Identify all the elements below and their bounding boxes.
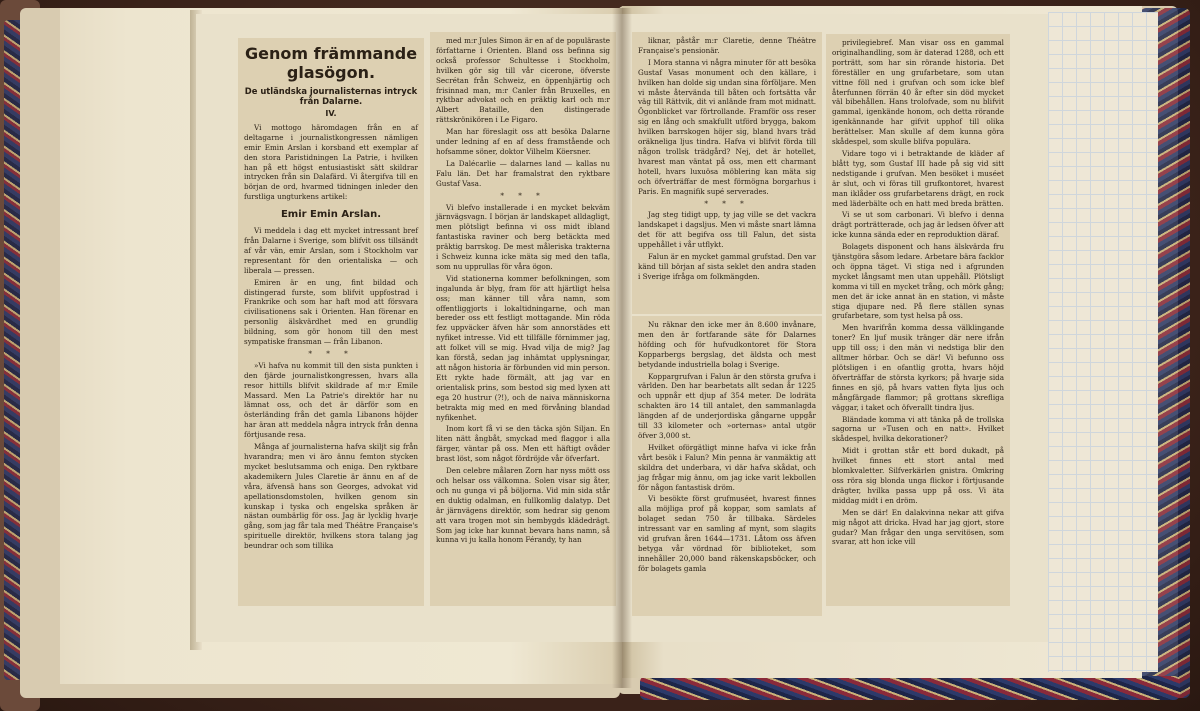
paragraph: Den celebre målaren Zorn har nyss mött oss och helsar oss välkomna. Solen visar sig åter, och nu gunga vi på böljorna. Vid min sida står en duktig odalman, en fullkomlig dalatyp. Det är järnvägens direktör, som hedrar sig genom att vara trogen mot sin hembygds klädedrägt. Som jag icke har kunnat bevara hans namn, så kunna vi ju kalla honom Férandy, ty han — [436, 466, 610, 545]
paragraph: Man har föreslagit oss att besöka Dalarne under ledning af en af dess framstående och hofsamme söner, doktor Vilhelm Köersner. — [436, 127, 610, 156]
article-headline: Genom främmande glasögon. — [244, 44, 418, 82]
paragraph: Bolagets disponent och hans älskvärda fru tjänstgöra såsom ledare. Arbetare bära facklor och öppna täget. Vi stiga ned i afgrunden mycket långsamt men utan uppehåll. Plötsligt komma vi till en mycket trång, och mörk gång; men det är icke annat än en station, vi måste stiga djupare ned. På flere ställen synas grufarbetare, som tyst helsa på oss. — [832, 242, 1004, 321]
paragraph: Koppargrufvan i Falun är den största grufva i världen. Den har bearbetats allt sedan år 1225 och uppnår ett djup af 354 meter. De lodräta schakten äro 14 till antalet, den sammanlagda längden af de underjordiska gångarne uppgår till 33 kilometer och »orternas» antal utgör öfver 3,000 st. — [638, 371, 816, 440]
intro-paragraph: Vi mottogo häromdagen från en af deltagarne i journalistkongressen nämligen emir Emin Arslan i korsband ett exemplar af den stora Paristidningen La Patrie, i hvilken han på ett högst entusiastiskt sätt skildrar intrycken från sin Dalafärd. Vi återgifva till en början de ord, hvarmed tidningen inleder den furstliga ungturkens artikel: — [244, 122, 418, 202]
paragraph: liknar, påstår m:r Claretie, denne Théâtre Française's pensionär. — [638, 36, 816, 55]
book-gutter — [612, 8, 632, 688]
section-divider-stars: * * * — [308, 348, 354, 358]
paragraph: Vi blefvo installerade i en mycket bekväm järnvägsvagn. I början är landskapet alldagligt, men plötsligt befinna vi oss midt ibland fantastiska raviner och berg betäckta med präktig barrskog. De mest måleriska trakterna i Schweiz kunna icke mäta sig med den tafla, som nu upprullas för våra ögon. — [436, 202, 610, 271]
paragraph: Vi besökte först grufmuséet, hvarest finnes alla möjliga prof på koppar, som samlats af bolaget sedan 750 år tillbaka. Särdeles intressant var en samling af mynt, som slagits vid grufvan åren 1644—1731. Låtom oss äfven betyga vår vördnad för biblioteket, som innehåller 20,000 band räkenskapsböcker, och för bolagets gamla — [638, 494, 816, 573]
paragraph: Inom kort få vi se den täcka sjön Siljan. En liten nätt ångbåt, smyckad med flaggor i alla färger, väntar på oss. Men ett häftigt ovåder brast löst, som något fördröjde vår öfverfart. — [436, 424, 610, 464]
paragraph: Många af journalisterna hafva skiljt sig från hvarandra; men vi äro ännu femton stycken mycket beslutsamma och eniga. Den ryktbare akademikern Jules Claretie är ännu en af de våra, äfvensä hans son Georges, advokat vid apellationsdomstolen, hvilken genom sin kunskap i tyska och engelska språken är nästan oumbärlig för oss. Jag är lycklig hvarje gång, som jag får tala med Théâtre Française's spirituelle direktör, hvilkens stora talang jag beundrar och som tillika — [244, 442, 418, 551]
article-column-1 — [238, 38, 424, 606]
article-subhead: De utländska journalisternas intryck från Dalarne. — [244, 86, 418, 106]
paragraph: Bländade komma vi att tänka på de trollska sagorna ur »Tusen och en natt». Hvilket skådespel, hvilka dekorationer? — [832, 414, 1004, 444]
paragraph: Men se där! En dalakvinna nekar att gifva mig något att dricka. Hvad har jag gjort, store gudar? Man frågar den unga servitösen, som svarar, att hon icke vill — [832, 507, 1004, 547]
article-byline: Emir Emin Arslan. — [280, 209, 382, 221]
paragraph: privilegiebref. Man visar oss en gammal originalhandling, som är daterad 1288, och ett porträtt, som har sin rörande historia. Det föreställer en ung grufarbetare, som utan vittne föll ned i grufvan och som icke blef återfunnen förrän 40 år efter sin död mycket väl bibehållen. Hans trolofvade, som nu blifvit gammal, igenkände honom, och detta rörande igenkännande har gifvit upphof till olika berättelser. Man skulle af dem kunna göra skådespel, som skulle blifva populära. — [832, 38, 1004, 147]
section-divider-stars: * * * — [500, 190, 546, 200]
paragraph: Falun är en mycket gammal grufstad. Den var känd till början af sista seklet den andra staden i Sverige ifråga om folkmängden. — [638, 252, 816, 281]
paragraph: Vidare togo vi i betraktande de kläder af blått tyg, som Gustaf III hade på sig vid sitt nedstigande i grufvan. Men besöket i muséet är slut, och vi föras till grufkontoret, hvarest man iklåder oss grufarbetarens drägt, en rock med läderbälte och en hatt med breda brätten. — [832, 148, 1004, 208]
paragraph: Vid stationerna kommer befolkningen, som ingalunda är blyg, fram för att hjärtligt helsa oss; man känner till våra namn, som offentliggjorts i lokaltidningarne, och man bereder oss ett festligt mottagande. Min röda fez uppväcker äfven här som annorstädes ett nyfiket intresse. Vid ett tillfälle förnimmer jag, att folket vill se mig. Hvad vilja de mig? Jag kan förstå, sedan jag inhämtat upplysningar, att någon historia är förbunden vid min person. Ett rykte hade förmält, att jag var en orientalisk prins, som bestod sig med lyxen att ega 20 hustrur (?!), och de naiva människorna betrakta mig med en med förvåning blandad nyfikenhet. — [436, 273, 610, 422]
paragraph: Nu räknar den icke mer än 8.600 invånare, men den är fortfarande säte för Dalarnes höfding och för hufvudkontoret för Stora Kopparbergs bergslag, det äldsta och mest betydande industriella bolag i Sverige. — [638, 320, 816, 369]
article-column-3 — [632, 32, 822, 314]
article-column-5 — [826, 34, 1010, 606]
paragraph: med m:r Jules Simon är en af de populäraste författarne i Orienten. Bland oss befinna sig också professor Schultesse i Stockholm, hvilken gör sig till vår cicerone, öfverste Secrétan från Schweiz, en öppenhjärtig och frisinnad man, m:r Canler från Bruxelles, en ryktbar advokat och en präktig karl och m:r Albert Bataille, den distingerade rättskrönikören i Le Figaro. — [436, 36, 610, 125]
paragraph: Jag steg tidigt upp, ty jag ville se det vackra landskapet i dagsljus. Men vi måste snart lämna det för att begifva oss till Falun, det sista uppehållet i vår utflykt. — [638, 210, 816, 250]
paragraph: Emiren är en ung, fint bildad och distingerad furste, som blifvit uppfostrad i Frankrike och som har haft mod att försvara civilisationens sak i Orienten. Han förenar en personlig älskvärdhet med en grundlig bildning, som gör honom till den mest sympatiske fransman — från Libanon. — [244, 277, 418, 347]
paragraph: I Mora stanna vi några minuter för att besöka Gustaf Vasas monument och den källare, i hvilken han dolde sig undan sina förföljare. Men vi måste återvända till båten och fortsätta vår väg till Rättvik, dit vi anlände fram mot midnatt. Ögonblicket var förtrollande. Framför oss reser sig en lång och smakfullt utförd brygga, bakom hvilken barrskogen höjer sig, bland hvars träd oräkneliga ljus tindra. Hafva vi blifvit förda till någon trollsk trädgård? Nej, det är hotellet, hvarest man väntat på oss, men ett charmant hotell, hvars luxuösa möblering kan mäta sig och öfverträffar de mest förmögna borgarhus i Paris. En magnifik supé serverades. — [638, 57, 816, 196]
paragraph: »Vi hafva nu kommit till den sista punkten i den fjärde journalistkongressen, hvars alla resor hittills blifvit skildrade af m:r Emile Massard. Men La Patrie's direktör har nu lämnat oss, och det är därför som en österländing från det gamla Libanons höjder har äran att meddela några intryck från denna förtjusande resa. — [244, 360, 418, 440]
article-column-4 — [632, 316, 822, 616]
paragraph: Vi se ut som carbonari. Vi blefvo i denna drägt porträtterade, och jag är ledsen öfver att icke kunna sända eder en reproduktion däraf. — [832, 210, 1005, 240]
section-number: IV. — [325, 109, 337, 118]
paragraph: Vi meddela i dag ett mycket intressant bref från Dalarne i Sverige, som blifvit oss tillsändt af vår vän, emir Arslan, som i Stockholm var representant för den orientaliska — och liberala — pressen. — [244, 226, 418, 275]
paragraph: Hvilket oförgätligt minne hafva vi icke från vårt besök i Falun? Min penna är vanmäktig att skildra det underbara, vi där hafva skådat, och jag frågar mig ännu, om jag icke varit lekbollen för någon fantastisk dröm. — [638, 442, 816, 492]
paragraph: Midt i grottan står ett bord dukadt, på hvilket finnes ett stort antal med blomkvaletter. Silfverkärlen gnistra. Omkring oss röra sig blonda unga flickor i förtjusande drägter, hvilka passa upp på oss. Vi äta middag midt i en dröm. — [832, 446, 1004, 505]
paragraph: Men hvarifrån komma dessa välklingande toner? En ljuf musik tränger där nere ifrån upp till oss; i den män vi nedstiga blir den alltmer hörbar. Och se där! Vi befunno oss plötsligen i en ofantlig grotta, hvars höjd öfverträffar de största kyrkors; på hvarje sida finnes en sjö, på hvars vatten flyta ljus och mångfärgade flammor; på grottans skrefliga väggar, i taket och öfverallt tindra ljus. — [832, 323, 1004, 412]
article-column-2 — [430, 32, 616, 606]
marbled-edge-bottom — [640, 676, 1180, 700]
section-divider-stars: * * * — [704, 198, 750, 208]
paragraph: La Dalécarlie — dalarnes land — kallas nu Falu län. Det har framalstrat den ryktbare Gustaf Vasa. — [436, 158, 610, 188]
graph-paper-page — [1048, 12, 1158, 672]
